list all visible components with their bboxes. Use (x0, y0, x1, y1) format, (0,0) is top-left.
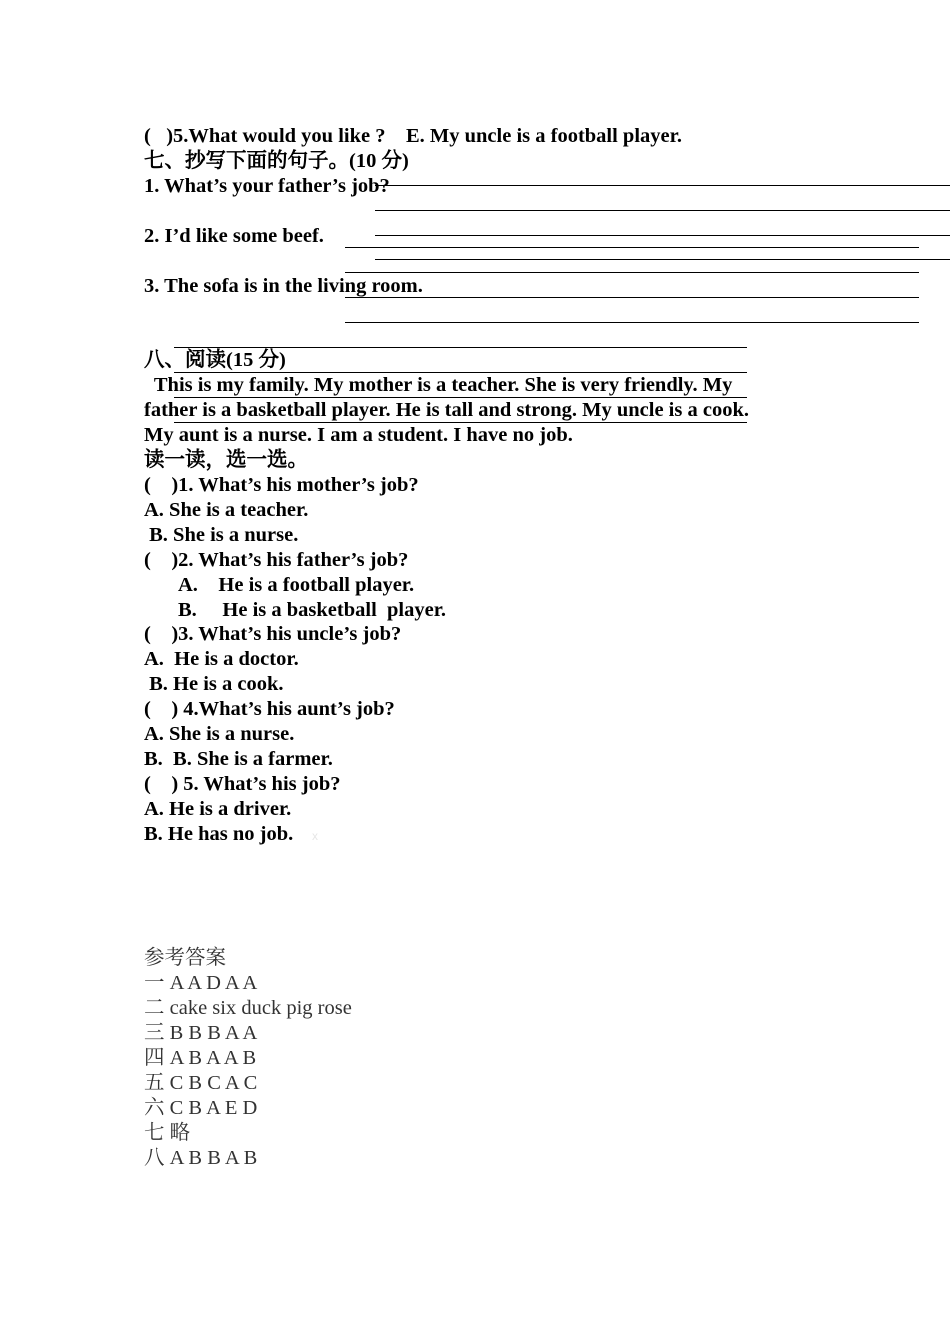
passage-line-2: father is a basketball player. He is tall and strong. My uncle is a cook. (144, 399, 749, 421)
answer-line-2: 二 cake six duck pig rose (144, 997, 352, 1019)
reading-heading: 八、阅读(15 分) (144, 349, 286, 371)
answer-line-4: 四 A B A A B (144, 1047, 257, 1069)
question-4-option-b: B. B. She is a farmer. (144, 748, 333, 770)
reading-question-2: ( )2. What’s his father’s job? (144, 549, 409, 571)
answer-line-3: 三 B B B A A (144, 1022, 258, 1044)
writing-line (375, 185, 950, 186)
question-1-option-b: B. She is a nurse. (144, 524, 299, 546)
question-4-option-a: A. She is a nurse. (144, 723, 295, 745)
copy-sentence-2: 2. I’d like some beef. (144, 225, 324, 247)
reading-question-5: ( ) 5. What’s his job? (144, 773, 341, 795)
writing-line (375, 235, 950, 236)
question-5-option-b: B. He has no job. (144, 823, 294, 845)
writing-line (375, 259, 950, 260)
question-3-option-a: A. He is a doctor. (144, 648, 299, 670)
reading-question-4: ( ) 4.What’s his aunt’s job? (144, 698, 395, 720)
writing-line (375, 210, 950, 211)
question-3-option-b: B. He is a cook. (144, 673, 284, 695)
question-1-option-a: A. She is a teacher. (144, 499, 309, 521)
copy-sentence-1: 1. What’s your father’s job? (144, 175, 390, 197)
writing-line (345, 247, 919, 248)
writing-line (345, 272, 919, 273)
question-5-line: ( )5.What would you like ? E. My uncle is a football player. (144, 125, 682, 147)
question-2-option-a: A. He is a football player. (178, 574, 415, 596)
answer-line-7: 七 略 (144, 1122, 191, 1144)
question-2-option-b: B. He is a basketball player. (178, 599, 447, 621)
writing-line (345, 322, 919, 323)
copy-section-heading: 七、抄写下面的句子。(10 分) (144, 150, 409, 172)
passage-line-3: My aunt is a nurse. I am a student. I have no job. (144, 424, 573, 446)
faint-mark: x (312, 829, 318, 843)
answer-line-1: 一 A A D A A (144, 972, 258, 994)
copy-sentence-3: 3. The sofa is in the living room. (144, 275, 423, 297)
answer-line-8: 八 A B B A B (144, 1147, 258, 1169)
question-5-option-a: A. He is a driver. (144, 798, 292, 820)
answer-line-5: 五 C B C A C (144, 1072, 258, 1094)
answer-line-6: 六 C B A E D (144, 1097, 258, 1119)
writing-line (345, 297, 919, 298)
passage-line-1: This is my family. My mother is a teacher. She is very friendly. My (144, 374, 733, 396)
answer-key-title: 参考答案 (144, 947, 226, 969)
reading-question-3: ( )3. What’s his uncle’s job? (144, 623, 402, 645)
reading-instruction: 读一读，选一选。 (144, 449, 308, 471)
reading-question-1: ( )1. What’s his mother’s job? (144, 474, 419, 496)
